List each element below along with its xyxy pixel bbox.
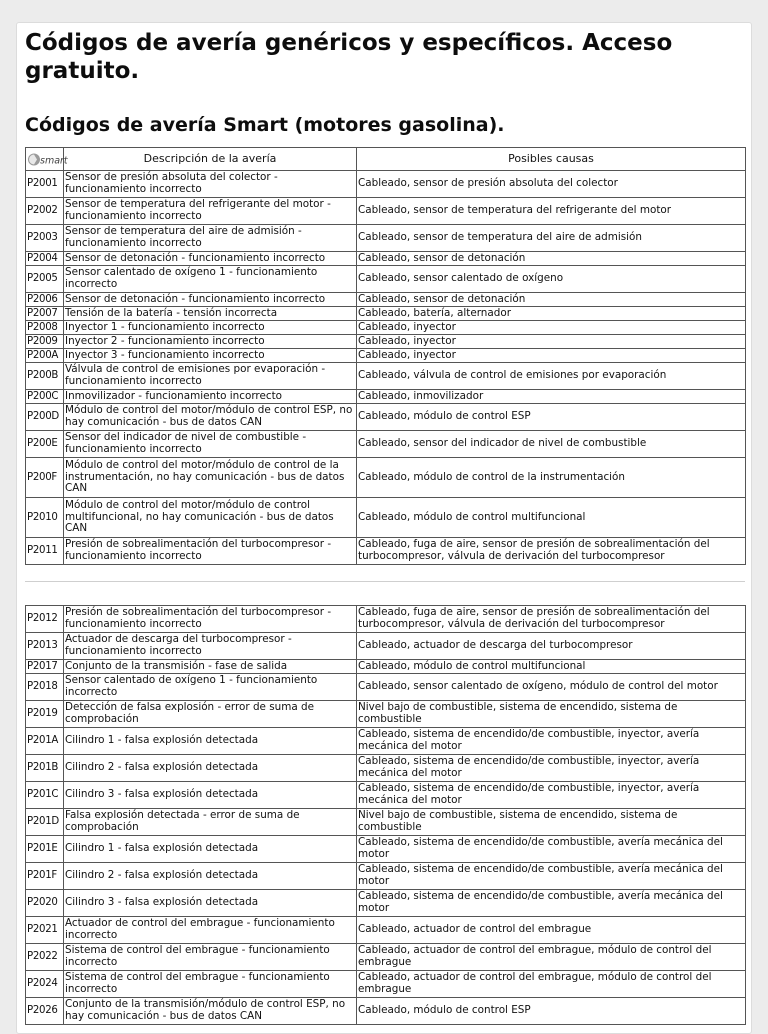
table-row [26,606,746,633]
cell-causes: Cableado, sistema de encendido/de combustible, inyector, avería mecánica del motor [357,782,746,809]
cell-causes: Cableado, módulo de control ESP [357,998,746,1025]
cell-description: Cilindro 1 - falsa explosión detectada [64,728,357,755]
cell-causes: Cableado, sistema de encendido/de combustible, avería mecánica del motor [357,890,746,917]
cell-causes: Cableado, sensor de presión absoluta del colector [357,171,746,198]
table-row [26,225,746,252]
cell-causes: Cableado, sensor calentado de oxígeno, módulo de control del motor [357,674,746,701]
table-row [26,674,746,701]
table-row [26,171,746,198]
cell-code: P200E [26,431,64,458]
cell-code: P2021 [26,917,64,944]
table-row [26,321,746,335]
cell-description: Cilindro 2 - falsa explosión detectada [64,863,357,890]
cell-code: P2013 [26,633,64,660]
cell-code: P200A [26,349,64,363]
cell-description: Inyector 3 - funcionamiento incorrecto [64,349,357,363]
cell-code: P2002 [26,198,64,225]
cell-description: Sensor de detonación - funcionamiento incorrecto [64,252,357,266]
table-row [26,335,746,349]
cell-code: P2001 [26,171,64,198]
fault-codes-table-1 [25,147,746,565]
cell-description: Falsa explosión detectada - error de suma de comprobación [64,809,357,836]
cell-description: Válvula de control de emisiones por evaporación - funcionamiento incorrecto [64,363,357,390]
cell-description: Actuador de control del embrague - funcionamiento incorrecto [64,917,357,944]
table-row [26,809,746,836]
cell-description: Cilindro 2 - falsa explosión detectada [64,755,357,782]
table-row [26,390,746,404]
cell-description: Detección de falsa explosión - error de suma de comprobación [64,701,357,728]
cell-description: Módulo de control del motor/módulo de control multifuncional, no hay comunicación - bus de datos CAN [64,498,357,538]
cell-description: Módulo de control del motor/módulo de control ESP, no hay comunicación - bus de datos CAN [64,404,357,431]
table-row [26,890,746,917]
cell-description: Conjunto de la transmisión/módulo de control ESP, no hay comunicación - bus de datos CAN [64,998,357,1025]
table-row [26,363,746,390]
table-row [26,349,746,363]
cell-code: P2024 [26,971,64,998]
cell-code: P2019 [26,701,64,728]
table-body-1 [26,171,746,565]
logo-cell [26,148,68,171]
logo-text: smart [40,155,68,166]
cell-causes: Cableado, inyector [357,335,746,349]
cell-description: Sensor calentado de oxígeno 1 - funcionamiento incorrecto [64,674,357,701]
table-row [26,307,746,321]
table-row [26,198,746,225]
table-row [26,944,746,971]
cell-code: P2006 [26,293,64,307]
smart-logo-icon [27,151,68,168]
cell-code: P2010 [26,498,64,538]
table-row [26,971,746,998]
cell-causes: Cableado, fuga de aire, sensor de presión de sobrealimentación del turbocompresor, válvula de derivación del turbocompresor [357,606,746,633]
table-row [26,728,746,755]
table-row [26,538,746,565]
cell-causes: Cableado, sensor de detonación [357,252,746,266]
table-row [26,660,746,674]
cell-description: Módulo de control del motor/módulo de control de la instrumentación, no hay comunicación - bus de datos CAN [64,458,357,498]
section-title: Códigos de avería Smart (motores gasolina). [25,114,505,136]
cell-code: P2005 [26,266,64,293]
cell-causes: Cableado, sistema de encendido/de combustible, inyector, avería mecánica del motor [357,755,746,782]
cell-code: P2026 [26,998,64,1025]
table-row [26,498,746,538]
cell-causes: Cableado, actuador de descarga del turbocompresor [357,633,746,660]
page-divider [25,581,745,582]
cell-causes: Cableado, sensor de detonación [357,293,746,307]
cell-description: Sensor calentado de oxígeno 1 - funcionamiento incorrecto [64,266,357,293]
cell-causes: Cableado, batería, alternador [357,307,746,321]
cell-causes: Cableado, sensor de temperatura del refrigerante del motor [357,198,746,225]
cell-causes: Cableado, sensor calentado de oxígeno [357,266,746,293]
cell-code: P201A [26,728,64,755]
cell-code: P2003 [26,225,64,252]
table-row [26,633,746,660]
cell-code: P201D [26,809,64,836]
table-row [26,293,746,307]
cell-description: Sensor de temperatura del aire de admisión - funcionamiento incorrecto [64,225,357,252]
cell-description: Sensor del indicador de nivel de combustible - funcionamiento incorrecto [64,431,357,458]
cell-causes: Cableado, módulo de control multifuncional [357,498,746,538]
cell-code: P2012 [26,606,64,633]
cell-causes: Cableado, sistema de encendido/de combustible, inyector, avería mecánica del motor [357,728,746,755]
cell-code: P2020 [26,890,64,917]
cell-code: P2004 [26,252,64,266]
cell-causes: Cableado, actuador de control del embrague [357,917,746,944]
cell-causes: Cableado, inyector [357,321,746,335]
cell-causes: Cableado, inmovilizador [357,390,746,404]
cell-code: P2009 [26,335,64,349]
page-title: Códigos de avería genéricos y específicos. Acceso gratuito. [25,30,673,84]
cell-code: P2018 [26,674,64,701]
table-row [26,836,746,863]
cell-causes: Cableado, sensor de temperatura del aire de admisión [357,225,746,252]
cell-code: P2007 [26,307,64,321]
cell-code: P200D [26,404,64,431]
cell-causes: Cableado, actuador de control del embrague, módulo de control del embrague [357,971,746,998]
cell-description: Sistema de control del embrague - funcionamiento incorrecto [64,971,357,998]
cell-causes: Cableado, fuga de aire, sensor de presión de sobrealimentación del turbocompresor, válvula de derivación del turbocompresor [357,538,746,565]
cell-code: P2008 [26,321,64,335]
cell-code: P201C [26,782,64,809]
table-row [26,998,746,1025]
cell-code: P201F [26,863,64,890]
header-causes: Posibles causas [357,148,746,171]
cell-causes: Cableado, módulo de control ESP [357,404,746,431]
table-row [26,404,746,431]
cell-causes: Cableado, inyector [357,349,746,363]
cell-code: P201E [26,836,64,863]
fault-codes-table-2 [25,605,746,1025]
cell-description: Tensión de la batería - tensión incorrecta [64,307,357,321]
cell-description: Presión de sobrealimentación del turbocompresor - funcionamiento incorrecto [64,538,357,565]
cell-code: P2011 [26,538,64,565]
cell-causes: Cableado, módulo de control de la instrumentación [357,458,746,498]
cell-description: Inmovilizador - funcionamiento incorrecto [64,390,357,404]
cell-description: Sistema de control del embrague - funcionamiento incorrecto [64,944,357,971]
cell-description: Presión de sobrealimentación del turbocompresor - funcionamiento incorrecto [64,606,357,633]
table-row [26,458,746,498]
cell-description: Cilindro 3 - falsa explosión detectada [64,782,357,809]
cell-description: Inyector 1 - funcionamiento incorrecto [64,321,357,335]
cell-description: Inyector 2 - funcionamiento incorrecto [64,335,357,349]
table-row [26,755,746,782]
table-row [26,917,746,944]
table-body-2 [26,606,746,1025]
table-row [26,701,746,728]
cell-description: Sensor de detonación - funcionamiento incorrecto [64,293,357,307]
document-page [16,22,752,1034]
table-row [26,431,746,458]
cell-causes: Cableado, módulo de control multifuncional [357,660,746,674]
table-header-row [26,148,746,171]
table-row [26,266,746,293]
cell-causes: Cableado, sistema de encendido/de combustible, avería mecánica del motor [357,836,746,863]
table-row [26,782,746,809]
cell-description: Actuador de descarga del turbocompresor - funcionamiento incorrecto [64,633,357,660]
cell-causes: Cableado, sistema de encendido/de combustible, avería mecánica del motor [357,863,746,890]
cell-code: P200F [26,458,64,498]
header-description: Descripción de la avería [64,148,357,171]
cell-description: Cilindro 1 - falsa explosión detectada [64,836,357,863]
cell-code: P2022 [26,944,64,971]
cell-description: Sensor de presión absoluta del colector - funcionamiento incorrecto [64,171,357,198]
cell-code: P200B [26,363,64,390]
table-row [26,252,746,266]
cell-description: Conjunto de la transmisión - fase de salida [64,660,357,674]
cell-causes: Cableado, válvula de control de emisiones por evaporación [357,363,746,390]
cell-causes: Cableado, actuador de control del embrague, módulo de control del embrague [357,944,746,971]
cell-causes: Nivel bajo de combustible, sistema de encendido, sistema de combustible [357,809,746,836]
cell-code: P2017 [26,660,64,674]
cell-code: P200C [26,390,64,404]
cell-causes: Nivel bajo de combustible, sistema de encendido, sistema de combustible [357,701,746,728]
table-row [26,863,746,890]
cell-causes: Cableado, sensor del indicador de nivel de combustible [357,431,746,458]
cell-code: P201B [26,755,64,782]
cell-description: Sensor de temperatura del refrigerante del motor - funcionamiento incorrecto [64,198,357,225]
cell-description: Cilindro 3 - falsa explosión detectada [64,890,357,917]
